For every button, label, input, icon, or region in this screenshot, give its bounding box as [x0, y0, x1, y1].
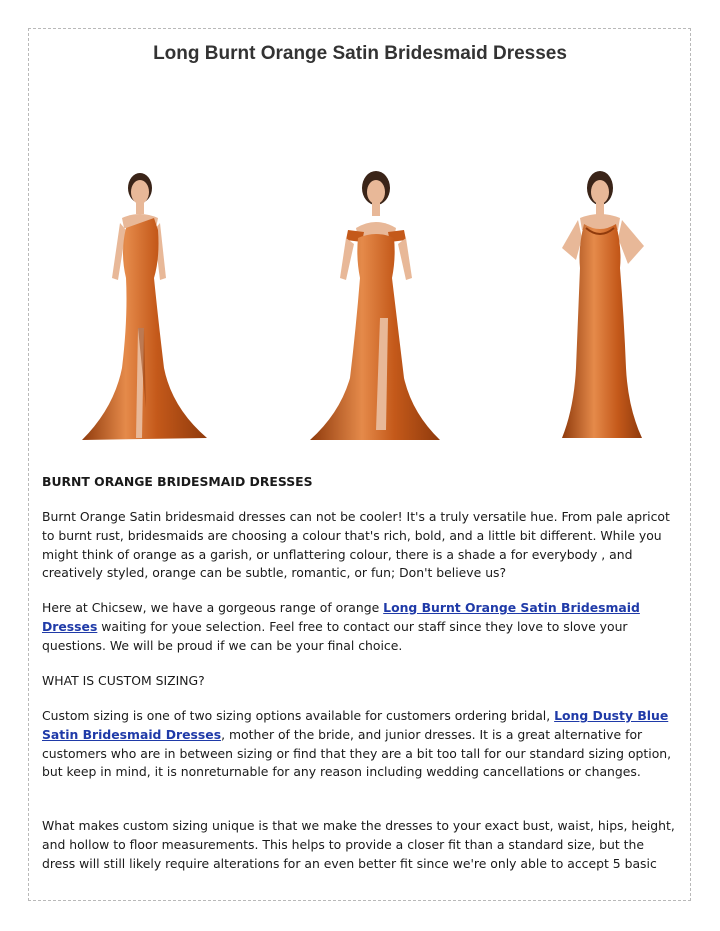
paragraph-text: Custom sizing is one of two sizing options available for customers ordering bridal, [42, 708, 555, 723]
paragraph-custom-unique: What makes custom sizing unique is that we make the dresses to your exact bust, waist, hips, height, and hollow to floor measurements. This helps to provide a closer fit than a standard size, but the dress will still likely require alterations for an even better fit since we're only able to accept 5 basic [42, 818, 675, 871]
link-long-dusty-blue-satin[interactable]: Long Dusty Blue Satin Bridesmaid Dresses [42, 708, 669, 742]
dress-photo-off-shoulder [300, 168, 450, 451]
dress-illustration [532, 168, 662, 451]
paragraph-text: Here at Chicsew, we have a gorgeous range of orange [42, 600, 384, 615]
paragraph-custom-sizing [42, 707, 678, 782]
dress-illustration [42, 168, 245, 451]
section-heading-custom-sizing: WHAT IS CUSTOM SIZING? [42, 673, 205, 688]
paragraph-text: , mother of the bride, and junior dresses. It is a great alternative for customers who are in between sizing or find that they are a bit too tall for our standard sizing option, but keep in mind, it is nonreturnable for any reason including wedding cancellations or changes. [42, 726, 672, 780]
paragraph-text: waiting for youe selection. Feel free to contact our staff since they love to slove your questions. We will be proud if we can be your final choice. [42, 618, 628, 653]
paragraph-chicsew [42, 599, 678, 655]
dress-illustration [300, 168, 450, 451]
dress-photo-one-shoulder [42, 168, 245, 451]
dress-photo-cowl-neck [532, 168, 662, 451]
paragraph-intro: Burnt Orange Satin bridesmaid dresses can not be cooler! It's a truly versatile hue. From pale apricot to burnt rust, bridesmaids are choosing a colour that's rich, bold, and a little bit different. While you might think of orange as a garish, or unflattering colour, there is a shade a for everybody , and creatively styled, orange can be subtle, romantic, or fun; Don't believe us? [42, 509, 670, 581]
page-title: Long Burnt Orange Satin Bridesmaid Dresses [153, 43, 567, 64]
link-long-burnt-orange-satin[interactable]: Long Burnt Orange Satin Bridesmaid Dresses [42, 600, 640, 634]
photo-strip [42, 168, 672, 451]
section-heading-burnt-orange: BURNT ORANGE BRIDESMAID DRESSES [42, 474, 313, 489]
